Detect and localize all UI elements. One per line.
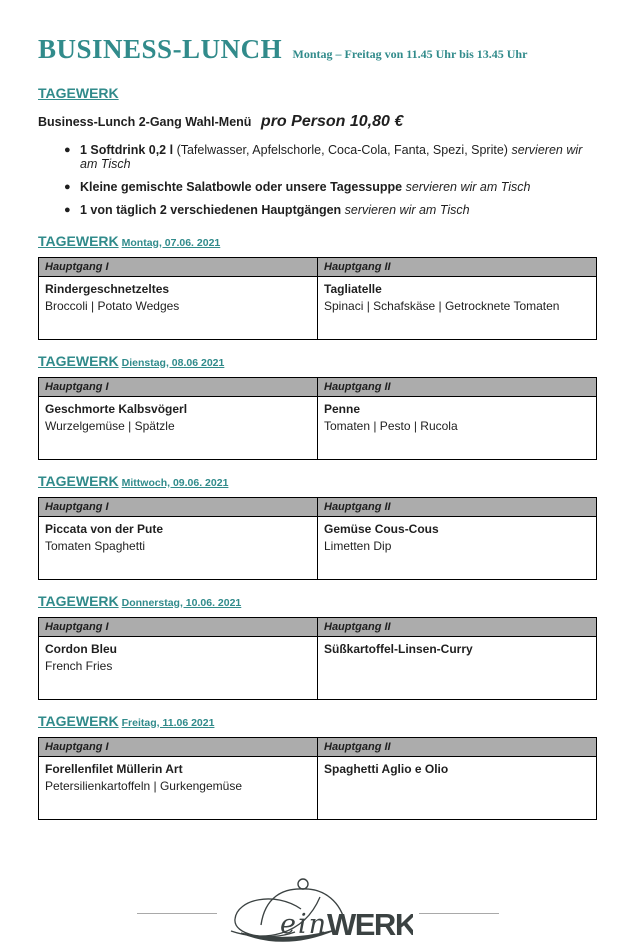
dish-name: Geschmorte Kalbsvögerl [45, 402, 188, 416]
cloche-logo-icon [223, 875, 413, 947]
dish-name: Gemüse Cous-Cous [324, 522, 439, 536]
dish-cell [318, 637, 597, 700]
tagewerk-heading: TAGEWERK [38, 85, 119, 101]
menu-table [38, 737, 597, 820]
menu-table [38, 257, 597, 340]
included-items-list [38, 143, 597, 217]
dish-cell [318, 517, 597, 580]
day-heading-date: Mittwoch, 09.06. 2021 [121, 477, 229, 489]
list-item-text: 1 von täglich 2 verschiedenen Hauptgängen servieren wir am Tisch [80, 203, 470, 217]
column-header-hauptgang-2: Hauptgang II [318, 618, 597, 637]
column-header-hauptgang-1: Hauptgang I [39, 498, 318, 517]
column-header-hauptgang-1: Hauptgang I [39, 378, 318, 397]
day-heading-date: Freitag, 11.06 2021 [121, 717, 215, 729]
dish-sides: Tomaten Spaghetti [45, 539, 146, 553]
logo-werk-text: WERK [326, 907, 413, 942]
column-header-hauptgang-2: Hauptgang II [318, 258, 597, 277]
day-section-thursday [38, 593, 597, 700]
list-item-text: Kleine gemischte Salatbowle oder unsere Tagessuppe servieren wir am Tisch [80, 180, 531, 194]
day-section-friday [38, 713, 597, 820]
dish-cell [39, 397, 318, 460]
list-item [38, 203, 597, 217]
dish-sides: Spinaci | Schafskäse | Getrocknete Tomaten [324, 299, 560, 313]
page-title: BUSINESS-LUNCH [38, 34, 283, 64]
dish-cell [318, 757, 597, 820]
bullet-icon: ● [64, 144, 71, 156]
column-header-hauptgang-2: Hauptgang II [318, 498, 597, 517]
dish-name: Forellenfilet Müllerin Art [45, 762, 183, 776]
dish-name: Spaghetti Aglio e Olio [324, 762, 449, 776]
list-item [38, 143, 597, 171]
day-heading [38, 473, 228, 491]
dish-cell [39, 757, 318, 820]
bullet-icon: ● [64, 181, 71, 193]
divider-left [137, 913, 217, 914]
column-header-hauptgang-1: Hauptgang I [39, 738, 318, 757]
dish-sides: Petersilienkartoffeln | Gurkengemüse [45, 779, 242, 793]
menu-table [38, 497, 597, 580]
day-heading-title: TAGEWERK [38, 353, 119, 369]
dish-name: Tagliatelle [324, 282, 382, 296]
page-header [38, 34, 597, 65]
footer [38, 875, 597, 952]
offer-line [38, 113, 597, 131]
menu-table [38, 377, 597, 460]
day-section-wednesday [38, 473, 597, 580]
dish-cell [39, 277, 318, 340]
dish-sides: French Fries [45, 659, 113, 673]
dish-name: Penne [324, 402, 361, 416]
day-heading [38, 713, 214, 731]
dish-sides: Limetten Dip [324, 539, 392, 553]
dish-sides: Broccoli | Potato Wedges [45, 299, 180, 313]
day-heading-title: TAGEWERK [38, 233, 119, 249]
offer-price: pro Person 10,80 € [260, 113, 404, 130]
feinwerk-logo [223, 875, 413, 952]
day-section-monday [38, 233, 597, 340]
day-heading [38, 233, 220, 251]
dish-cell [39, 517, 318, 580]
day-heading-title: TAGEWERK [38, 593, 119, 609]
dish-cell [39, 637, 318, 700]
logo-script-text: ein [279, 909, 328, 940]
column-header-hauptgang-1: Hauptgang I [39, 618, 318, 637]
day-heading-title: TAGEWERK [38, 713, 119, 729]
list-item-text: 1 Softdrink 0,2 l (Tafelwasser, Apfelschorle, Coca-Cola, Fanta, Spezi, Sprite) servieren wir am Tisch [80, 143, 583, 171]
dish-name: Cordon Bleu [45, 642, 117, 656]
menu-table [38, 617, 597, 700]
day-heading [38, 593, 241, 611]
dish-sides: Tomaten | Pesto | Rucola [324, 419, 458, 433]
bullet-icon: ● [64, 204, 71, 216]
day-heading-date: Donnerstag, 10.06. 2021 [121, 597, 242, 609]
column-header-hauptgang-1: Hauptgang I [39, 258, 318, 277]
column-header-hauptgang-2: Hauptgang II [318, 378, 597, 397]
dish-name: Rindergeschnetzeltes [45, 282, 170, 296]
day-section-tuesday [38, 353, 597, 460]
page-subtitle: Montag – Freitag von 11.45 Uhr bis 13.45 Uhr [292, 47, 528, 61]
offer-text: Business-Lunch 2-Gang Wahl-Menü [38, 115, 252, 129]
dish-cell [318, 277, 597, 340]
dish-name: Süßkartoffel-Linsen-Curry [324, 642, 473, 656]
column-header-hauptgang-2: Hauptgang II [318, 738, 597, 757]
dish-cell [318, 397, 597, 460]
dish-sides: Wurzelgemüse | Spätzle [45, 419, 175, 433]
day-heading-date: Montag, 07.06. 2021 [121, 237, 221, 249]
day-heading-title: TAGEWERK [38, 473, 119, 489]
list-item [38, 180, 597, 194]
day-heading-date: Dienstag, 08.06 2021 [121, 357, 225, 369]
day-heading [38, 353, 224, 371]
dish-name: Piccata von der Pute [45, 522, 164, 536]
divider-right [419, 913, 499, 914]
